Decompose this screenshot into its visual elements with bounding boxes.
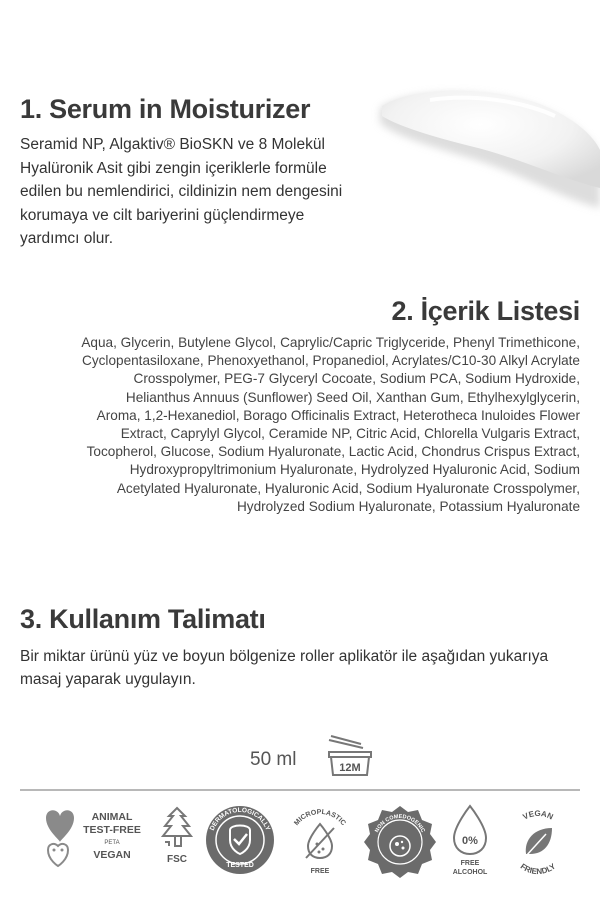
fsc-label: FSC [167, 854, 187, 865]
section-2-title: 2. İçerik Listesi [391, 296, 580, 326]
animal-label: ANIMAL [91, 811, 133, 823]
microplastic-free-icon [282, 802, 358, 880]
peta-label: PETA [104, 840, 120, 846]
cream-swatch-image [370, 78, 600, 218]
vegan-top-label: VEGAN [521, 808, 555, 822]
friendly-bottom-label: FRIENDLY [518, 861, 558, 877]
ingredients-list: Aqua, Glycerin, Butylene Glycol, Caprylic/Capric Triglyceride, Phenyl Trimethicone, Cyclopentasiloxane, Phenoxyethanol, Propanediol, Acrylates/C10-30 Alkyl Acrylate Crosspolymer, PEG-7 Glyceryl Cocoate, Sodium PCA, Sodium Hydroxide, Helianthus Annuus (Sunflower) Seed Oil, Xanthan Gum, Ethylhexylglycerin, Aroma, 1,2-Hexanediol, Borago Officinalis Extract, Heterotheca Inuloides Flower Extract, Caprylyl Glycol, Ceramide NP, Citric Acid, Chlorella Vulgaris Extract, Tocopherol, Glucose, Sodium Hyaluronate, Lactic Acid, Chondrus Crispus Extract, Hydroxypropyltrimonium Hyaluronate, Hydrolyzed Hyaluronic Acid, Sodium Acetylated Hyaluronate, Hyaluronic Acid, Sodium Hyaluronate Crosspolymer, Hydrolyzed Sodium Hyaluronate, Potassium Hyaluronate [81, 335, 580, 514]
non-comedogenic-icon [362, 802, 438, 880]
pao-label: 12M [339, 762, 361, 774]
section-1-title: 1. Serum in Moisturizer [20, 94, 311, 124]
section-3-title: 3. Kullanım Talimatı [20, 604, 266, 634]
vegan-label: VEGAN [93, 849, 131, 861]
derma-ring-label: DERMATOLOGICALLY [208, 806, 272, 832]
divider [20, 789, 580, 791]
vegan-friendly-icon [500, 802, 576, 882]
micro-ring-label: MICROPLASTIC [293, 808, 347, 828]
free-alcohol-label-1: FREE [460, 860, 480, 867]
open-jar-12m-icon [323, 732, 373, 778]
free-alcohol-label-2: ALCOHOL [452, 869, 488, 876]
section-1-text: Seramid NP, Algaktiv® BioSKN ve 8 Molekül Hyalüronik Asit gibi zengin içeriklerle formüle edilen bu nemlendirici, cildinizin nem dengesini korumaya ve cilt bariyerini güçlendirmeye yardımcı olur. [20, 136, 343, 247]
animal-test-free-vegan-icon [40, 802, 145, 880]
test-free-label: TEST-FREE [83, 824, 141, 836]
free-label: FREE [310, 868, 330, 875]
usage-instructions: Bir miktar ürünü yüz ve boyun bölgenize roller aplikatör ile aşağıdan yukarıya masaj yaparak uygulayın. [20, 648, 549, 688]
volume-label: 50 ml [250, 749, 297, 770]
alcohol-free-icon [444, 802, 496, 880]
dermatologically-tested-icon [202, 802, 278, 880]
tested-label: TESTED [226, 862, 254, 869]
fsc-tree-icon [155, 802, 200, 872]
zero-percent-label: 0% [462, 835, 478, 847]
noncomedo-ring-label: NON COMEDOGENIC [374, 813, 426, 834]
